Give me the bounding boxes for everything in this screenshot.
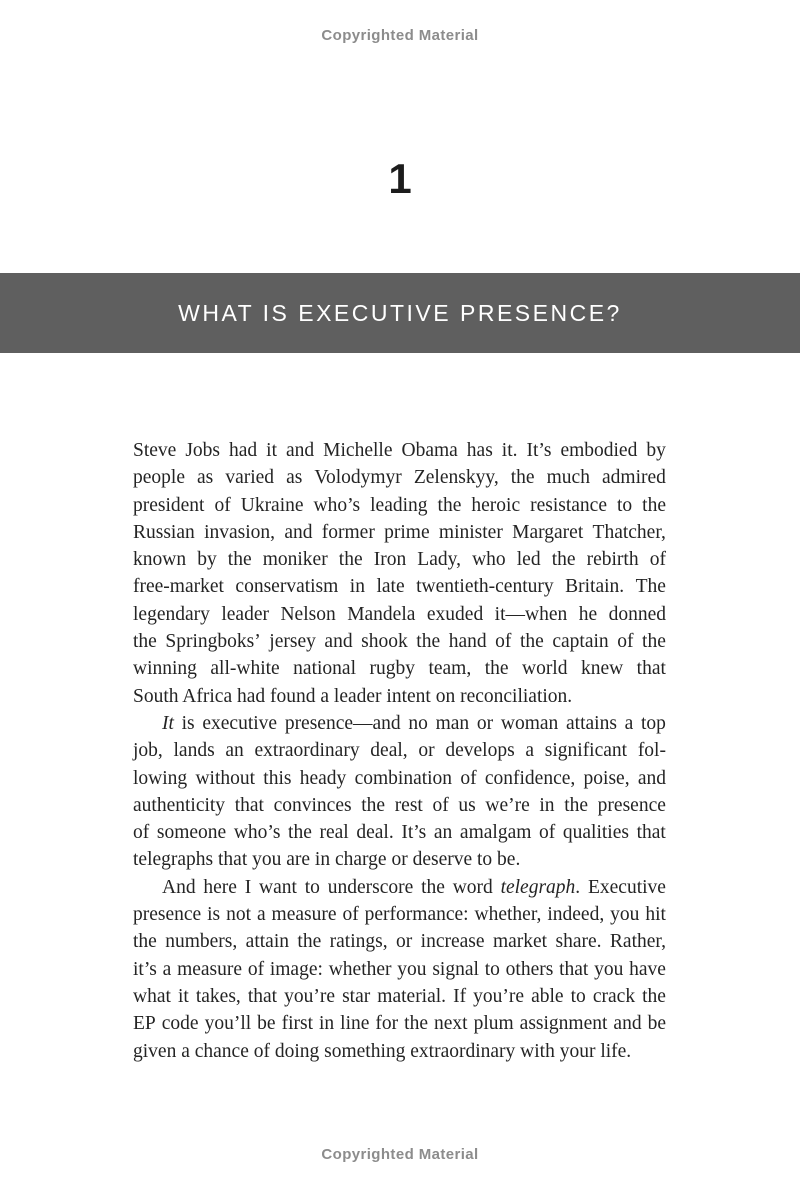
text-line: South Africa had found a leader intent on reconciliation. <box>133 685 573 707</box>
text-line: the Springboks’ jersey and shook the hand of the captain of the <box>133 631 666 653</box>
text-line: job, lands an extraordinary deal, or develops a significant fol- <box>133 740 666 762</box>
text-line: known by the moniker the Iron Lady, who led the rebirth of <box>133 549 666 571</box>
text-line: president of Ukraine who’s leading the heroic resistance to the <box>133 494 666 516</box>
chapter-number: 1 <box>388 155 412 202</box>
body-text <box>133 437 666 1065</box>
paragraph <box>133 874 666 1065</box>
text-line: And here I want to underscore the word telegraph. Executive <box>162 876 666 898</box>
text-line: Steve Jobs had it and Michelle Obama has it. It’s embodied by <box>133 440 666 461</box>
text-line: of someone who’s the real deal. It’s an amalgam of qualities that <box>133 822 666 844</box>
text-line: EP code you’ll be first in line for the next plum assignment and be <box>133 1013 666 1035</box>
text-line: people as varied as Volodymyr Zelenskyy, the much admired <box>133 467 666 489</box>
text-line: winning all-white national rugby team, the world knew that <box>133 658 666 680</box>
text-line: given a chance of doing something extraordinary with your life. <box>133 1040 632 1062</box>
chapter-title-banner <box>0 273 800 353</box>
text-line: authenticity that convinces the rest of us we’re in the presence <box>133 794 666 816</box>
text-line: lowing without this heady combination of confidence, poise, and <box>133 767 666 789</box>
paragraph <box>133 437 666 710</box>
paragraph <box>133 710 666 874</box>
text-line: the numbers, attain the ratings, or increase market share. Rather, <box>133 931 666 953</box>
text-line: it’s a measure of image: whether you signal to others that you have <box>133 958 666 980</box>
text-line: legendary leader Nelson Mandela exuded it—when he donned <box>133 603 666 625</box>
text-line: what it takes, that you’re star material. If you’re able to crack the <box>133 985 666 1007</box>
text-line: telegraphs that you are in charge or deserve to be. <box>133 849 521 871</box>
text-line: presence is not a measure of performance: whether, indeed, you hit <box>133 904 666 926</box>
text-line: Russian invasion, and former prime minister Margaret Thatcher, <box>133 521 666 543</box>
chapter-title: WHAT IS EXECUTIVE PRESENCE? <box>178 299 622 326</box>
copyright-notice-bottom: Copyrighted Material <box>321 1146 479 1163</box>
copyright-notice-top: Copyrighted Material <box>321 27 479 44</box>
text-line: free-market conservatism in late twentieth-century Britain. The <box>133 576 666 598</box>
text-line: It is executive presence—and no man or woman attains a top <box>162 712 666 734</box>
